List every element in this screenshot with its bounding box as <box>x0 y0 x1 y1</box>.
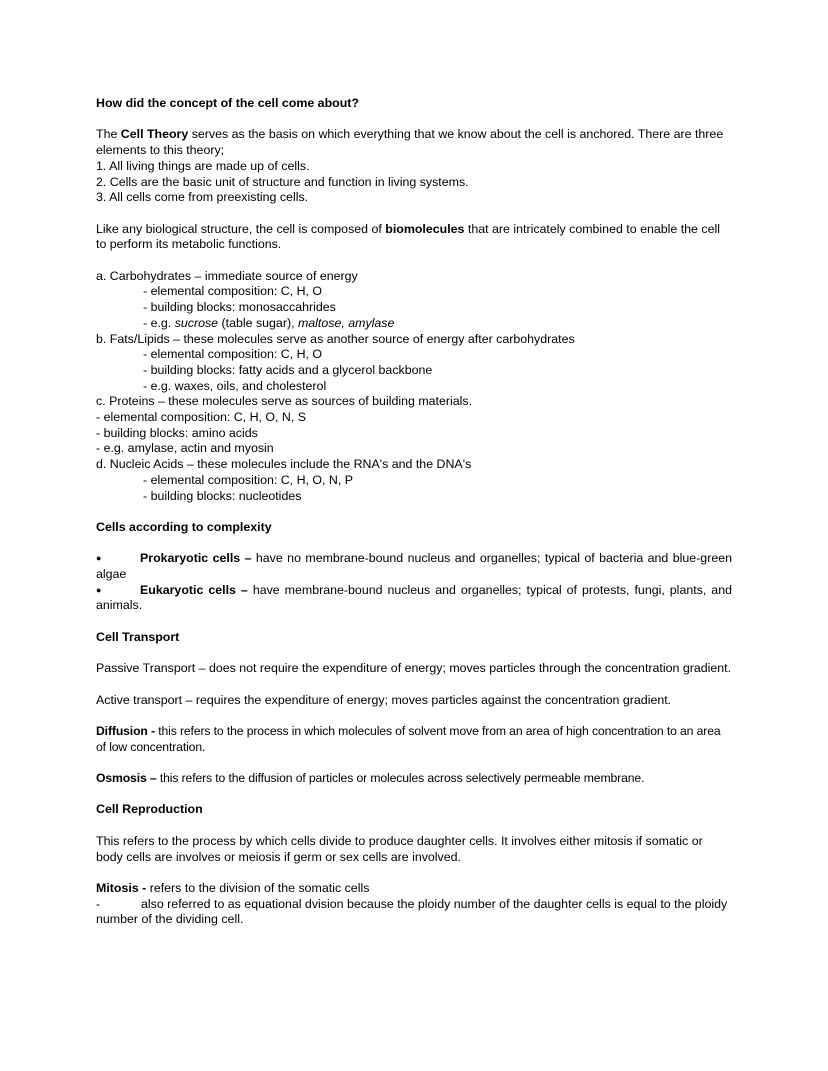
heading-cells-complexity: Cells according to complexity <box>96 519 272 534</box>
cell-theory-term: Cell Theory <box>120 127 189 142</box>
biomolecule-subitem: - building blocks: nucleotides <box>143 488 302 503</box>
biomolecule-subitem-examples <box>96 316 732 332</box>
active-transport-paragraph: Active transport – requires the expenditure of energy; moves particles against the concentration gradient. <box>96 692 672 707</box>
prokaryotic-text: have no membrane-bound nucleus and organelles; typical of bacteria and blue-green algae <box>96 551 732 582</box>
example-prefix: - e.g. <box>143 315 175 330</box>
biomolecule-subitem: - building blocks: amino acids <box>96 425 258 440</box>
biomolecule-entry-b <box>96 332 732 395</box>
biomolecule-entry-a <box>96 269 732 332</box>
page-title: How did the concept of the cell come about? <box>96 96 359 110</box>
example-italic-sucrose: sucrose <box>174 315 219 330</box>
mitosis-text: refers to the division of the somatic cells <box>149 880 370 895</box>
heading-cell-reproduction: Cell Reproduction <box>96 802 203 817</box>
osmosis-paragraph <box>96 771 732 787</box>
biomolecule-entry-d <box>96 457 732 504</box>
theory-item: 1. All living things are made up of cells. <box>96 158 310 173</box>
biomolecule-subitem: - e.g. waxes, oils, and cholesterol <box>143 378 327 393</box>
diffusion-term: Diffusion - <box>96 723 159 738</box>
cell-theory-lead: The <box>96 127 121 142</box>
biomolecule-subitem: - building blocks: fatty acids and a glycerol backbone <box>143 362 433 377</box>
mitosis-term: Mitosis - <box>96 880 150 895</box>
bullet-icon: ● <box>96 584 102 595</box>
biomolecule-entry-c <box>96 394 732 457</box>
list-item <box>96 551 732 582</box>
diffusion-paragraph <box>96 724 732 755</box>
biomolecules-term: biomolecules <box>385 221 465 236</box>
example-italic-others: maltose, amylase <box>297 315 395 330</box>
theory-item: 3. All cells come from preexisting cells. <box>96 190 309 205</box>
mitosis-subitem-text: also referred to as equational dvision because the ploidy number of the daughter cells is equal to the ploidy number of the dividing cell. <box>96 896 728 927</box>
biomolecule-subitem: - elemental composition: C, H, O <box>143 347 323 362</box>
biomolecule-label: d. Nucleic Acids – these molecules include the RNA's and the DNA's <box>96 457 472 472</box>
biomolecules-after: that are intricately combined to enable the cell to perform its metabolic functions. <box>96 221 720 252</box>
mitosis-block <box>96 881 732 928</box>
biomolecule-subitem: - elemental composition: C, H, O, N, P <box>143 472 354 487</box>
prokaryotic-term: Prokaryotic cells – <box>140 551 252 566</box>
list-item-content <box>96 583 732 614</box>
bullet-icon: ● <box>96 553 102 564</box>
cell-theory-rest: serves as the basis on which everything that we know about the cell is anchored. There are three elements to this theory; <box>96 127 724 158</box>
mitosis-definition <box>96 881 732 897</box>
biomolecules-list <box>96 269 732 505</box>
dash-icon: - <box>96 896 101 911</box>
osmosis-text: this refers to the diffusion of particles or molecules across selectively permeable membrane. <box>159 771 645 786</box>
cell-reproduction-paragraph: This refers to the process by which cells divide to produce daughter cells. It involves either mitosis if somatic or body cells are involves or meiosis if germ or sex cells are involved. <box>96 833 703 864</box>
eukaryotic-text: have membrane-bound nucleus and organelles; typical of protests, fungi, plants, and animals. <box>96 582 732 613</box>
eukaryotic-term: Eukaryotic cells – <box>140 582 248 597</box>
list-item <box>96 583 732 614</box>
example-middle: (table sugar), <box>218 315 298 330</box>
heading-cell-transport: Cell Transport <box>96 629 180 644</box>
cell-theory-paragraph <box>96 127 732 158</box>
diffusion-text: this refers to the process in which molecules of solvent move from an area of high concentration to an area of low concentration. <box>96 723 721 754</box>
theory-item: 2. Cells are the basic unit of structure and function in living systems. <box>96 174 469 189</box>
list-item-content <box>96 551 732 582</box>
cell-theory-items <box>96 159 732 206</box>
biomolecules-paragraph <box>96 222 732 253</box>
biomolecule-label: a. Carbohydrates – immediate source of energy <box>96 268 358 283</box>
biomolecule-subitem: - elemental composition: C, H, O, N, S <box>96 410 307 425</box>
biomolecule-subitem: - e.g. amylase, actin and myosin <box>96 441 274 456</box>
passive-transport-paragraph: Passive Transport – does not require the expenditure of energy; moves particles through the concentration gradient. <box>96 661 732 676</box>
biomolecule-subitem: - building blocks: monosaccahrides <box>143 300 336 315</box>
biomolecules-before: Like any biological structure, the cell is composed of <box>96 221 386 236</box>
biomolecule-label: b. Fats/Lipids – these molecules serve as another source of energy after carbohydrates <box>96 331 575 346</box>
complexity-bullet-list <box>96 551 732 614</box>
biomolecule-label: c. Proteins – these molecules serve as sources of building materials. <box>96 394 473 409</box>
osmosis-term: Osmosis – <box>96 771 160 786</box>
document-body <box>96 96 732 944</box>
mitosis-subitem <box>96 897 732 928</box>
biomolecule-subitem: - elemental composition: C, H, O <box>143 284 323 299</box>
